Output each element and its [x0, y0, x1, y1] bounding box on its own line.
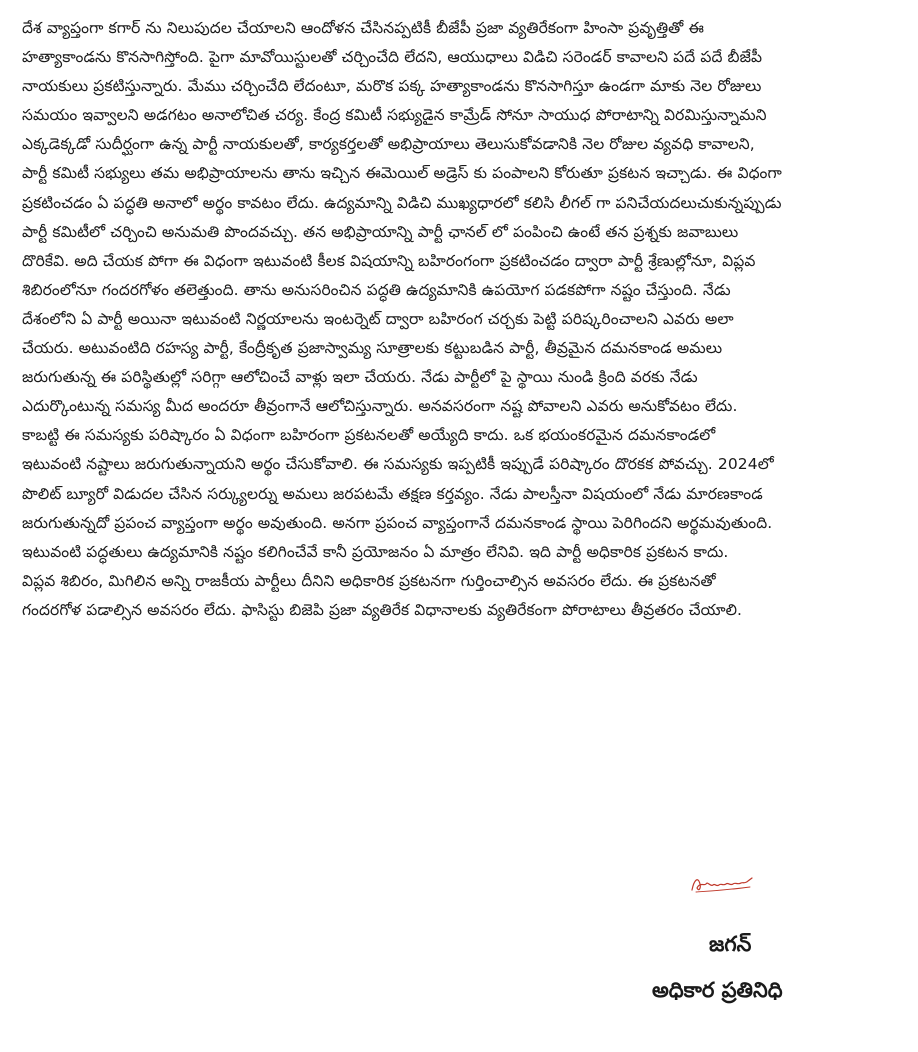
signatory-title: అధికార ప్రతినిధి — [652, 978, 783, 1002]
statement-line: పొలిట్ బ్యూరో విడుదల చేసిన సర్క్యులర్ను అమలు జరపటమే తక్షణ కర్తవ్యం. నేడు పాలస్తీనా విషయంలో నేడు మారణకాండ — [22, 484, 763, 503]
statement-line: ఎక్కడెక్కడో సుదీర్ఘంగా ఉన్న పార్టీ నాయకులతో, కార్యకర్తలతో అభిప్రాయాలు తెలుసుకోవడానికి నెల రోజుల వ్యవధి కావాలని, — [22, 135, 755, 154]
statement-body — [22, 14, 900, 625]
statement-line: నాయకులు ప్రకటిస్తున్నారు. మేము చర్చించేది లేదంటూ, మరొక పక్క హత్యాకాండను కొనసాగిస్తూ ఉండగా మాకు నెల రోజులు — [22, 77, 762, 96]
statement-line: ఎదుర్కొంటున్న సమస్య మీద అందరూ తీవ్రంగానే ఆలోచిస్తున్నారు. అనవసరంగా నష్ట పోవాలని ఎవరు అనుకోవటం లేదు. — [22, 397, 738, 416]
statement-line: గందరగోళ పడాల్సిన అవసరం లేదు. ఫాసిస్టు బిజెపి ప్రజా వ్యతిరేక విధానాలకు వ్యతిరేకంగా పోరాటాలు తీవ్రతరం చేయాలి. — [22, 600, 743, 619]
statement-line: విప్లవ శిబిరం, మిగిలిన అన్ని రాజకీయ పార్టీలు దీనిని అధికారిక ప్రకటనగా గుర్తించాల్సిన అవసరం లేదు. ఈ ప్రకటనతో — [22, 571, 716, 590]
statement-line: సమయం ఇవ్వాలని అడగటం అనాలోచిత చర్య. కేంద్ర కమిటీ సభ్యుడైన కామ్రేడ్ సోనూ సాయుధ పోరాటాన్ని విరమిస్తున్నామని — [22, 106, 767, 125]
statement-line: ప్రకటించడం ఏ పద్ధతి అనాలో అర్థం కావటం లేదు. ఉద్యమాన్ని విడిచి ముఖ్యధారలో కలిసి లీగల్ గా పనిచేయదలుచుకున్నప్పుడు — [22, 193, 782, 212]
statement-line: జరుగుతున్నదో ప్రపంచ వ్యాప్తంగా అర్థం అవుతుంది. అనగా ప్రపంచ వ్యాప్తంగానే దమనకాండ స్థాయి పెరిగిందని అర్థమవుతుంది. — [22, 513, 773, 532]
statement-line: పార్టీ కమిటీలో చర్చించి అనుమతి పొందవచ్చు. తన అభిప్రాయాన్ని పార్టీ ఛానల్ లో పంపించి ఉంటే తన ప్రశ్నకు జవాబులు — [22, 222, 739, 241]
statement-line: జరుగుతున్న ఈ పరిస్థితుల్లో సరిగ్గా ఆలోచించే వాళ్లు ఇలా చేయరు. నేడు పార్టీలో పై స్థాయి నుండి క్రింది వరకు నేడు — [22, 368, 698, 387]
signature-underline — [696, 887, 750, 892]
statement-line: పార్టీ కమిటీ సభ్యులు తమ అభిప్రాయాలను తాను ఇచ్చిన ఈమెయిల్ అడ్రెస్ కు పంపాలని కోరుతూ ప్రకటన ఇచ్చాడు. ఈ విధంగా — [22, 164, 782, 183]
statement-line: ఇటువంటి పద్ధతులు ఉద్యమానికి నష్టం కలిగించేవే కానీ ప్రయోజనం ఏ మాత్రం లేనివి. ఇది పార్టీ అధికారిక ప్రకటన కాదు. — [22, 542, 729, 561]
statement-line: హత్యాకాండను కొనసాగిస్తోంది. పైగా మావోయిస్టులతో చర్చించేది లేదని, ఆయుధాలు విడిచి సరెండర్ కావాలని పదే పదే బీజేపీ — [22, 48, 763, 67]
statement-line: శిబిరంలోనూ గందరగోళం తలెత్తుంది. తాను అనుసరించిన పద్ధతి ఉద్యమానికి ఉపయోగ పడకపోగా నష్టం చేస్తుంది. నేడు — [22, 280, 731, 299]
statement-line: దొరికేవి. అది చేయక పోగా ఈ విధంగా ఇటువంటి కీలక విషయాన్ని బహిరంగంగా ప్రకటించడం ద్వారా పార్టీ శ్రేణుల్లోనూ, విప్లవ — [22, 251, 756, 270]
handwritten-signature — [688, 870, 758, 896]
statement-line: దేశంలోని ఏ పార్టీ అయినా ఇటువంటి నిర్ణయాలను ఇంటర్నెట్ ద్వారా బహిరంగ చర్చకు పెట్టి పరిష్కరించాలని ఎవరు అలా — [22, 309, 734, 328]
signatory-name: జగన్ — [709, 932, 752, 956]
statement-line: ఇటువంటి నష్టాలు జరుగుతున్నాయని అర్థం చేసుకోవాలి. ఈ సమస్యకు ఇప్పటికీ ఇప్పుడే పరిష్కారం దొరకక పోవచ్చు. 2024లో — [22, 455, 774, 474]
statement-line: చేయరు. అటువంటిది రహస్య పార్టీ, కేంద్రీకృత ప్రజాస్వామ్య సూత్రాలకు కట్టుబడిన పార్టీ, తీవ్రమైన దమనకాండ అమలు — [22, 339, 723, 358]
statement-line: దేశ వ్యాప్తంగా కగార్ ను నిలుపుదల చేయాలని ఆందోళన చేసినప్పటికీ బీజేపీ ప్రజా వ్యతిరేకంగా హింసా ప్రవృత్తితో ఈ — [22, 19, 704, 37]
statement-line: కాబట్టి ఈ సమస్యకు పరిష్కారం ఏ విధంగా బహిరంగా ప్రకటనలతో అయ్యేది కాదు. ఒక భయంకరమైన దమనకాండలో — [22, 426, 716, 445]
